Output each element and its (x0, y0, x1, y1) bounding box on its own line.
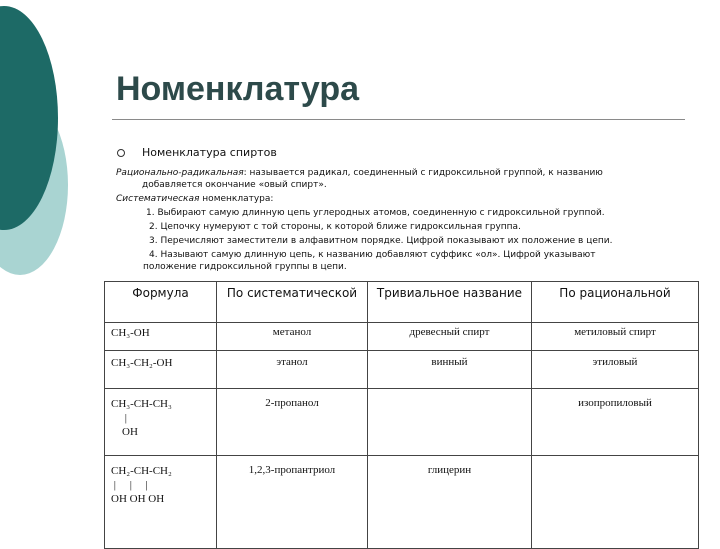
rational-cell: метиловый спирт (532, 323, 699, 351)
header-trivial: Тривиальное название (368, 282, 532, 323)
radical-paragraph (116, 167, 603, 179)
step-4: 4. Называют самую длинную цепь, к названию добавляют суффикс «ол». Цифрой указывают (149, 250, 596, 260)
formula-line: CH₂-CH-CH₂ (111, 465, 172, 477)
title-divider (112, 119, 685, 120)
systematic-cell: 2-пропанол (217, 389, 368, 456)
formula-cell (105, 323, 217, 351)
formula-line: OH (111, 426, 138, 438)
table-row (105, 389, 699, 456)
bullet-icon (117, 149, 125, 157)
formula-line: | | | (111, 479, 148, 491)
formula-line: | (111, 412, 127, 424)
formula-line: CH₃-CH-CH₃ (111, 398, 172, 410)
trivial-cell: глицерин (368, 456, 532, 549)
alcohols-table (104, 281, 699, 549)
systematic-cell: метанол (217, 323, 368, 351)
systematic-text: номенклатура: (199, 194, 274, 204)
rational-cell: этиловый (532, 351, 699, 389)
header-systematic: По систематической (217, 282, 368, 323)
table-header-row (105, 282, 699, 323)
step-4-cont: положение гидроксильной группы в цепи. (143, 262, 347, 272)
trivial-cell (368, 389, 532, 456)
formula-cell (105, 351, 217, 389)
section-heading: Номенклатура спиртов (142, 146, 277, 159)
rational-cell (532, 456, 699, 549)
radical-term: Рационально-радикальная (116, 168, 244, 178)
table-row (105, 456, 699, 549)
formula-line: OH OH OH (111, 493, 165, 505)
header-rational: По рациональной (532, 282, 699, 323)
table-row (105, 351, 699, 389)
trivial-cell: винный (368, 351, 532, 389)
table-row (105, 323, 699, 351)
header-formula: Формула (105, 282, 217, 323)
formula-line: CH₃-OH (111, 327, 150, 339)
radical-text: : называется радикал, соединенный с гидроксильной группой, к названию (243, 168, 603, 178)
page-title: Номенклатура (116, 70, 360, 108)
step-1: 1. Выбирают самую длинную цепь углеродных атомов, соединенную с гидроксильной группой. (146, 208, 605, 218)
step-3: 3. Перечисляют заместители в алфавитном порядке. Цифрой показывают их положение в цепи. (149, 236, 613, 246)
systematic-term: Систематическая (116, 194, 200, 204)
rational-cell: изопропиловый (532, 389, 699, 456)
formula-line: CH₃-CH₂-OH (111, 357, 173, 369)
radical-paragraph-cont: добавляется окончание «овый спирт». (142, 180, 327, 190)
formula-cell (105, 456, 217, 549)
formula-cell (105, 389, 217, 456)
systematic-paragraph (116, 193, 273, 205)
decorative-circles (0, 0, 100, 300)
step-2: 2. Цепочку нумеруют с той стороны, к которой ближе гидроксильная группа. (149, 222, 521, 232)
systematic-cell: 1,2,3-пропантриол (217, 456, 368, 549)
trivial-cell: древесный спирт (368, 323, 532, 351)
systematic-cell: этанол (217, 351, 368, 389)
